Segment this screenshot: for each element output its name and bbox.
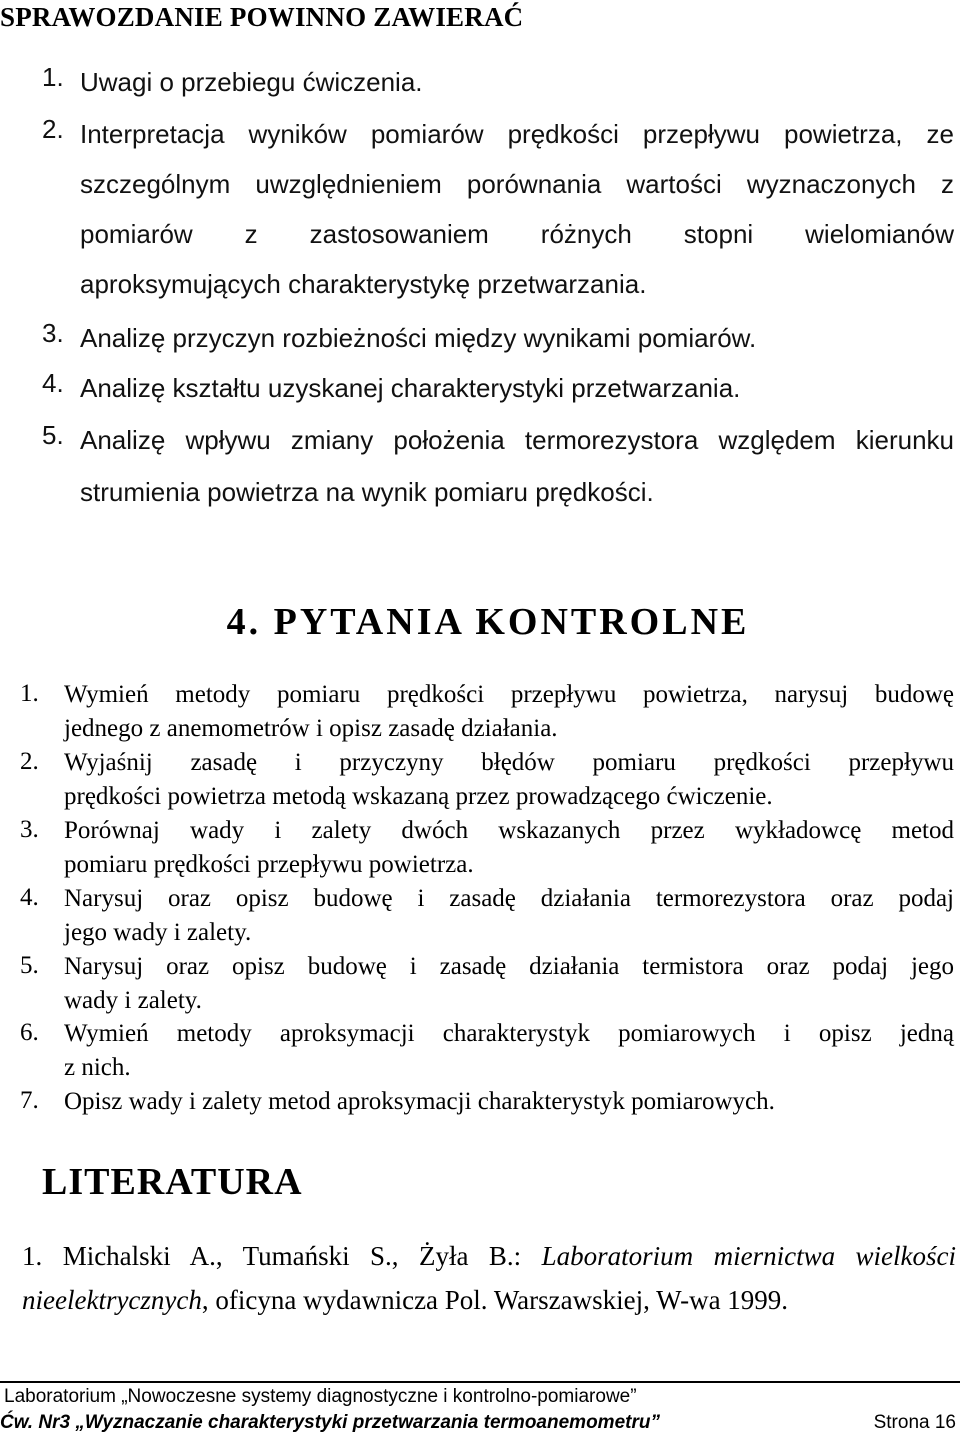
report-item-number: 1. (42, 62, 64, 92)
report-item-text-line: Analizę wpływu zmiany położenia termorezystora względem kierunku (80, 425, 954, 455)
literature-authors: Michalski A., Tumański S., Żyła B.: (62, 1241, 522, 1271)
literature-entry-line (22, 1237, 956, 1281)
question-text-line: pomiaru prędkości przepływu powietrza. (64, 851, 474, 878)
footer-lab-title: Laboratorium „Nowoczesne systemy diagnostyczne i kontrolno-pomiarowe” (4, 1386, 637, 1407)
report-item-number: 2. (42, 114, 64, 144)
report-heading: SPRAWOZDANIE POWINNO ZAWIERAĆ (0, 2, 524, 32)
footer-exercise-line (0, 1412, 958, 1434)
footer-page-number: Strona 16 (873, 1412, 956, 1433)
question-number: 3. (20, 816, 39, 843)
question-text-line: jednego z anemometrów i opisz zasadę działania. (64, 715, 558, 742)
report-item-number: 3. (42, 318, 64, 348)
report-item-text: Analizę kształtu uzyskanej charakterystyki przetwarzania. (80, 373, 741, 403)
report-item-text: Analizę przyczyn rozbieżności między wynikami pomiarów. (80, 323, 757, 353)
report-item-text-line: pomiarów z zastosowaniem różnych stopni wielomianów (80, 219, 954, 249)
question-text-line: z nich. (64, 1054, 131, 1081)
question-number: 7. (20, 1087, 39, 1114)
question-text-line: Opisz wady i zalety metod aproksymacji charakterystyk pomiarowych. (64, 1088, 775, 1115)
report-item-text-line: aproksymujących charakterystykę przetwarzania. (80, 269, 647, 299)
literature-publisher: , oficyna wydawnicza Pol. Warszawskiej, W-wa 1999. (201, 1285, 789, 1315)
report-item-number: 4. (42, 368, 64, 398)
literature-number: 1. (22, 1241, 43, 1271)
report-item-text-line: szczególnym uwzględnieniem porównania wartości wyznaczonych z (80, 169, 954, 199)
question-number: 2. (20, 748, 39, 775)
question-text-line: jego wady i zalety. (64, 919, 252, 946)
question-text-line: Porównaj wady i zalety dwóch wskazanych przez wykładowcę metod (64, 817, 954, 844)
question-text-line: Wymień metody aproksymacji charakterystyk pomiarowych i opisz jedną (64, 1020, 954, 1047)
section-heading: 4. PYTANIA KONTROLNE (226, 601, 750, 643)
question-text-line: Narysuj oraz opisz budowę i zasadę działania termorezystora oraz podaj (64, 885, 954, 912)
question-text-line: Narysuj oraz opisz budowę i zasadę działania termistora oraz podaj jego (64, 953, 954, 980)
literature-heading: LITERATURA (42, 1161, 303, 1203)
literature-title-part2: nieelektrycznych (22, 1285, 202, 1315)
question-text-line: wady i zalety. (64, 987, 202, 1014)
question-number: 5. (20, 952, 39, 979)
question-text-line: Wyjaśnij zasadę i przyczyny błędów pomiaru prędkości przepływu (64, 749, 954, 776)
question-number: 6. (20, 1019, 39, 1046)
footer-exercise-title: Ćw. Nr3 „Wyznaczanie charakterystyki przetwarzania termoanemometru” (0, 1412, 660, 1433)
literature-entry (22, 1237, 956, 1325)
report-item-text-line: Interpretacja wyników pomiarów prędkości przepływu powietrza, ze (80, 119, 954, 149)
literature-title-part1: Laboratorium miernictwa wielkości (541, 1241, 956, 1271)
literature-entry-line (22, 1281, 956, 1325)
footer-rule (0, 1381, 960, 1383)
question-number: 1. (20, 680, 39, 707)
question-text-line: Wymień metody pomiaru prędkości przepływu powietrza, narysuj budowę (64, 681, 954, 708)
question-text-line: prędkości powietrza metodą wskazaną przez prowadzącego ćwiczenie. (64, 783, 773, 810)
report-item-number: 5. (42, 420, 64, 450)
question-number: 4. (20, 884, 39, 911)
report-item-text-line: strumienia powietrza na wynik pomiaru prędkości. (80, 477, 654, 507)
report-item-text: Uwagi o przebiegu ćwiczenia. (80, 67, 423, 97)
